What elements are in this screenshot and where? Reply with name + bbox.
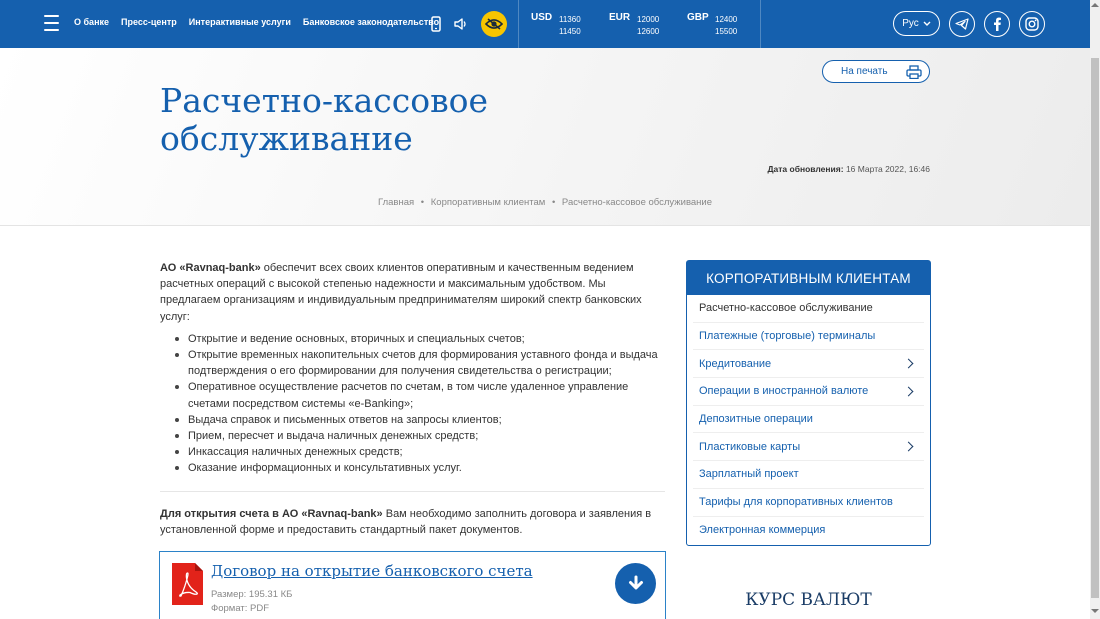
list-item: Инкассация наличных денежных средств; — [188, 444, 668, 460]
list-item: Выдача справок и письменных ответов на запросы клиентов; — [188, 412, 668, 428]
mobile-icon[interactable] — [430, 12, 442, 36]
nav-legislation[interactable]: Банковское законодательство — [302, 17, 440, 27]
sidebar-item-label: Зарплатный проект — [699, 468, 799, 481]
chevron-right-icon — [904, 442, 914, 452]
header-divider — [760, 0, 761, 48]
sidebar-title: КОРПОРАТИВНЫМ КЛИЕНТАМ — [687, 261, 930, 295]
sidebar-item-salary-project[interactable] — [693, 461, 924, 489]
menu-icon[interactable] — [44, 15, 59, 31]
header-divider — [518, 0, 519, 48]
nav-about[interactable]: О банке — [74, 17, 110, 27]
page-hero — [0, 48, 1090, 226]
sidebar-item-label: Расчетно-кассовое обслуживание — [699, 302, 873, 315]
sidebar-item-label: Тарифы для корпоративных клиентов — [699, 496, 893, 509]
list-item: Открытие временных накопительных счетов для формирования уставного фонда и выдача подтверждения о его формировании для получения свидетельства о регистрации; — [188, 347, 668, 379]
chevron-down-icon — [923, 21, 931, 27]
rate-code: EUR — [609, 12, 631, 23]
print-label: На печать — [841, 66, 888, 77]
download-icon — [627, 575, 645, 593]
breadcrumb — [0, 197, 1090, 208]
printer-icon — [906, 65, 922, 79]
sidebar-item-terminals[interactable] — [693, 323, 924, 351]
language-selector[interactable] — [893, 11, 940, 36]
open-account-paragraph — [160, 506, 668, 538]
sidebar-item-tariffs[interactable] — [693, 489, 924, 517]
document-size: Размер: 195.31 КБ — [211, 589, 293, 600]
list-item: Открытие и ведение основных, вторичных и специальных счетов; — [188, 331, 668, 347]
open-account-bold: Для открытия счета в АО «Ravnaq-bank» — [160, 507, 383, 520]
bank-name: АО «Ravnaq-bank» — [160, 262, 261, 274]
breadcrumb-current: Расчетно-кассовое обслуживание — [561, 197, 713, 208]
update-date — [767, 164, 930, 174]
list-item: Прием, пересчет и выдача наличных денежных средств; — [188, 428, 668, 444]
sidebar-item-label: Кредитование — [699, 357, 772, 370]
facebook-icon[interactable] — [984, 11, 1010, 37]
list-item: Оперативное осуществление расчетов по счетам, в том числе удаленное управление счетами посредством системы «e-Banking»; — [188, 379, 668, 411]
sidebar-item-deposits[interactable] — [693, 406, 924, 434]
instagram-icon[interactable] — [1019, 11, 1045, 37]
print-button[interactable] — [822, 60, 930, 83]
sidebar-item-cards[interactable] — [693, 433, 924, 461]
nav-press[interactable]: Пресс-центр — [121, 17, 177, 27]
nav-services[interactable]: Интерактивные услуги — [188, 17, 291, 27]
breadcrumb-separator: • — [551, 197, 556, 208]
sidebar-item-lending[interactable] — [693, 350, 924, 378]
sidebar-item-ecommerce[interactable] — [693, 517, 924, 545]
rate-code: USD — [531, 12, 553, 23]
main-nav — [74, 17, 439, 27]
rate-code: GBP — [687, 12, 709, 23]
sidebar-item-label: Депозитные операции — [699, 413, 813, 426]
exchange-rates-title: КУРС ВАЛЮТ — [745, 590, 872, 610]
breadcrumb-home[interactable]: Главная — [377, 197, 415, 208]
document-format: Формат: PDF — [211, 603, 270, 614]
intro-text: обеспечит всех своих клиентов оперативным и качественным ведением расчетных операций с высокой степенью надежности и максимальным удобством. Мы предлагаем организациям и индивидуальным предпринимателям широкий спектр банковских услуг: — [160, 262, 642, 323]
list-item: Оказание информационных и консультативных услуг. — [188, 460, 668, 476]
rate-buy: 11360 — [559, 15, 581, 24]
pdf-icon — [172, 563, 203, 605]
scroll-up-icon[interactable] — [1091, 3, 1099, 7]
update-date-value: 16 Марта 2022, 16:46 — [845, 164, 930, 174]
document-link[interactable]: Договор на открытие банковского счета — [211, 562, 533, 580]
chevron-right-icon — [904, 359, 914, 369]
sidebar-item-label: Электронная коммерция — [699, 524, 826, 537]
scroll-thumb[interactable] — [1091, 58, 1099, 598]
open-account-text: Вам необходимо заполнить договора и заявления в установленной форме и предоставить стандартный пакет документов. — [160, 507, 652, 536]
sidebar-item-label: Пластиковые карты — [699, 440, 801, 453]
page-title: Расчетно-кассовое обслуживание — [160, 81, 489, 158]
main-content — [160, 260, 668, 538]
rate-buy: 12400 — [715, 15, 738, 24]
top-header — [0, 0, 1090, 48]
download-button[interactable] — [615, 563, 656, 604]
sidebar-item-fx-operations[interactable] — [693, 378, 924, 406]
rate-sell: 11450 — [559, 27, 581, 36]
language-label: Рус — [902, 18, 919, 29]
sidebar-item-label: Платежные (торговые) терминалы — [699, 330, 876, 343]
breadcrumb-corporate[interactable]: Корпоративным клиентам — [430, 197, 546, 208]
sidebar-item-label: Операции в иностранной валюте — [699, 385, 869, 398]
services-list — [188, 331, 668, 477]
sidebar-menu — [686, 260, 931, 546]
sound-icon[interactable] — [453, 12, 469, 36]
document-card — [159, 551, 666, 619]
rate-sell: 12600 — [637, 27, 660, 36]
intro-paragraph — [160, 260, 668, 325]
update-date-label: Дата обновления: — [767, 164, 844, 174]
content-divider — [160, 491, 665, 492]
telegram-icon[interactable] — [949, 11, 975, 37]
scroll-down-icon[interactable] — [1091, 609, 1099, 613]
rate-buy: 12000 — [637, 15, 660, 24]
eye-icon[interactable] — [481, 11, 507, 37]
breadcrumb-separator: • — [420, 197, 425, 208]
chevron-right-icon — [904, 386, 914, 396]
rate-sell: 15500 — [715, 27, 738, 36]
page-scrollbar[interactable] — [1090, 0, 1100, 619]
sidebar-item-cash-services[interactable] — [693, 295, 924, 323]
